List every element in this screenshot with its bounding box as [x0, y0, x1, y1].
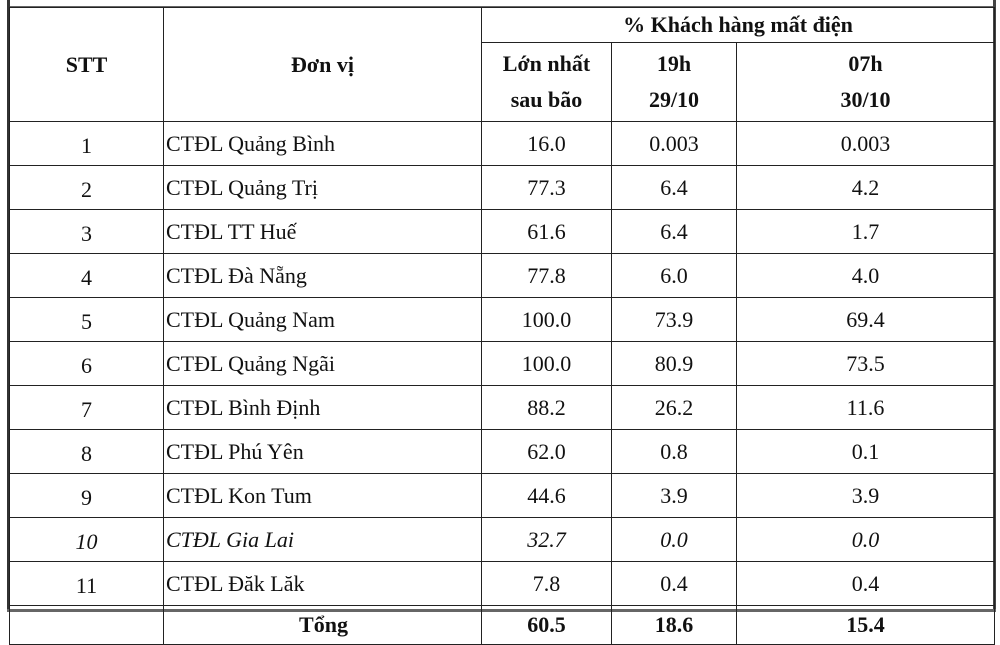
cell-19h: 6.4 [612, 166, 737, 210]
table-row [10, 518, 995, 562]
cell-unit: CTĐL Phú Yên [164, 430, 482, 474]
power-outage-table [9, 7, 995, 645]
cell-max: 62.0 [482, 430, 612, 474]
cell-unit: CTĐL Quảng Trị [164, 166, 482, 210]
table-row [10, 562, 995, 606]
cell-07h: 4.2 [737, 166, 995, 210]
total-row [10, 606, 995, 645]
cell-07h: 4.0 [737, 254, 995, 298]
cell-19h: 80.9 [612, 342, 737, 386]
table-row [10, 210, 995, 254]
cell-19h: 0.003 [612, 122, 737, 166]
header-07h-line1: 07h [848, 51, 883, 76]
cell-07h: 1.7 [737, 210, 995, 254]
cell-19h: 0.8 [612, 430, 737, 474]
table-row [10, 430, 995, 474]
total-label: Tổng [164, 606, 482, 645]
table-row [10, 122, 995, 166]
cell-max: 7.8 [482, 562, 612, 606]
table-row [10, 254, 995, 298]
cell-07h: 73.5 [737, 342, 995, 386]
total-stt [10, 606, 164, 645]
cell-stt: 1 [10, 122, 164, 166]
cell-19h: 0.0 [612, 518, 737, 562]
cell-max: 77.3 [482, 166, 612, 210]
cell-max: 61.6 [482, 210, 612, 254]
header-max-line2: sau bão [510, 87, 583, 112]
cell-07h: 0.0 [737, 518, 995, 562]
cell-unit: CTĐL Quảng Ngãi [164, 342, 482, 386]
cell-unit: CTĐL TT Huế [164, 210, 482, 254]
cell-unit: CTĐL Đăk Lăk [164, 562, 482, 606]
header-07h [737, 43, 995, 122]
cell-max: 77.8 [482, 254, 612, 298]
cell-stt: 10 [10, 518, 164, 562]
header-stt: STT [10, 8, 164, 122]
cell-unit: CTĐL Quảng Bình [164, 122, 482, 166]
cell-19h: 73.9 [612, 298, 737, 342]
table-row [10, 166, 995, 210]
cell-max: 16.0 [482, 122, 612, 166]
cell-stt: 11 [10, 562, 164, 606]
cell-07h: 11.6 [737, 386, 995, 430]
cell-stt: 2 [10, 166, 164, 210]
cell-19h: 3.9 [612, 474, 737, 518]
header-max-line1: Lớn nhất [502, 51, 591, 76]
cell-07h: 0.4 [737, 562, 995, 606]
cell-19h: 0.4 [612, 562, 737, 606]
cell-max: 100.0 [482, 298, 612, 342]
header-07h-line2: 30/10 [840, 87, 891, 112]
total-max: 60.5 [482, 606, 612, 645]
cell-07h: 69.4 [737, 298, 995, 342]
cell-unit: CTĐL Kon Tum [164, 474, 482, 518]
cell-stt: 3 [10, 210, 164, 254]
cell-19h: 6.0 [612, 254, 737, 298]
table-row [10, 342, 995, 386]
header-19h-line2: 29/10 [648, 87, 700, 112]
total-19h: 18.6 [612, 606, 737, 645]
total-07h: 15.4 [737, 606, 995, 645]
cell-max: 32.7 [482, 518, 612, 562]
cell-unit: CTĐL Gia Lai [164, 518, 482, 562]
cell-unit: CTĐL Bình Định [164, 386, 482, 430]
cell-stt: 5 [10, 298, 164, 342]
header-unit: Đơn vị [164, 8, 482, 122]
cell-07h: 0.1 [737, 430, 995, 474]
cell-07h: 3.9 [737, 474, 995, 518]
cell-stt: 6 [10, 342, 164, 386]
cell-unit: CTĐL Đà Nẵng [164, 254, 482, 298]
cell-max: 44.6 [482, 474, 612, 518]
cell-19h: 6.4 [612, 210, 737, 254]
header-max-after-storm [482, 43, 612, 122]
header-19h-line1: 19h [656, 51, 692, 76]
header-19h [612, 43, 737, 122]
header-outage-group: % Khách hàng mất điện [482, 8, 995, 43]
cell-max: 88.2 [482, 386, 612, 430]
cell-stt: 4 [10, 254, 164, 298]
cell-max: 100.0 [482, 342, 612, 386]
cell-07h: 0.003 [737, 122, 995, 166]
cell-19h: 26.2 [612, 386, 737, 430]
table-row [10, 298, 995, 342]
table-row [10, 386, 995, 430]
cell-stt: 8 [10, 430, 164, 474]
cell-stt: 7 [10, 386, 164, 430]
table-row [10, 474, 995, 518]
cell-stt: 9 [10, 474, 164, 518]
cell-unit: CTĐL Quảng Nam [164, 298, 482, 342]
